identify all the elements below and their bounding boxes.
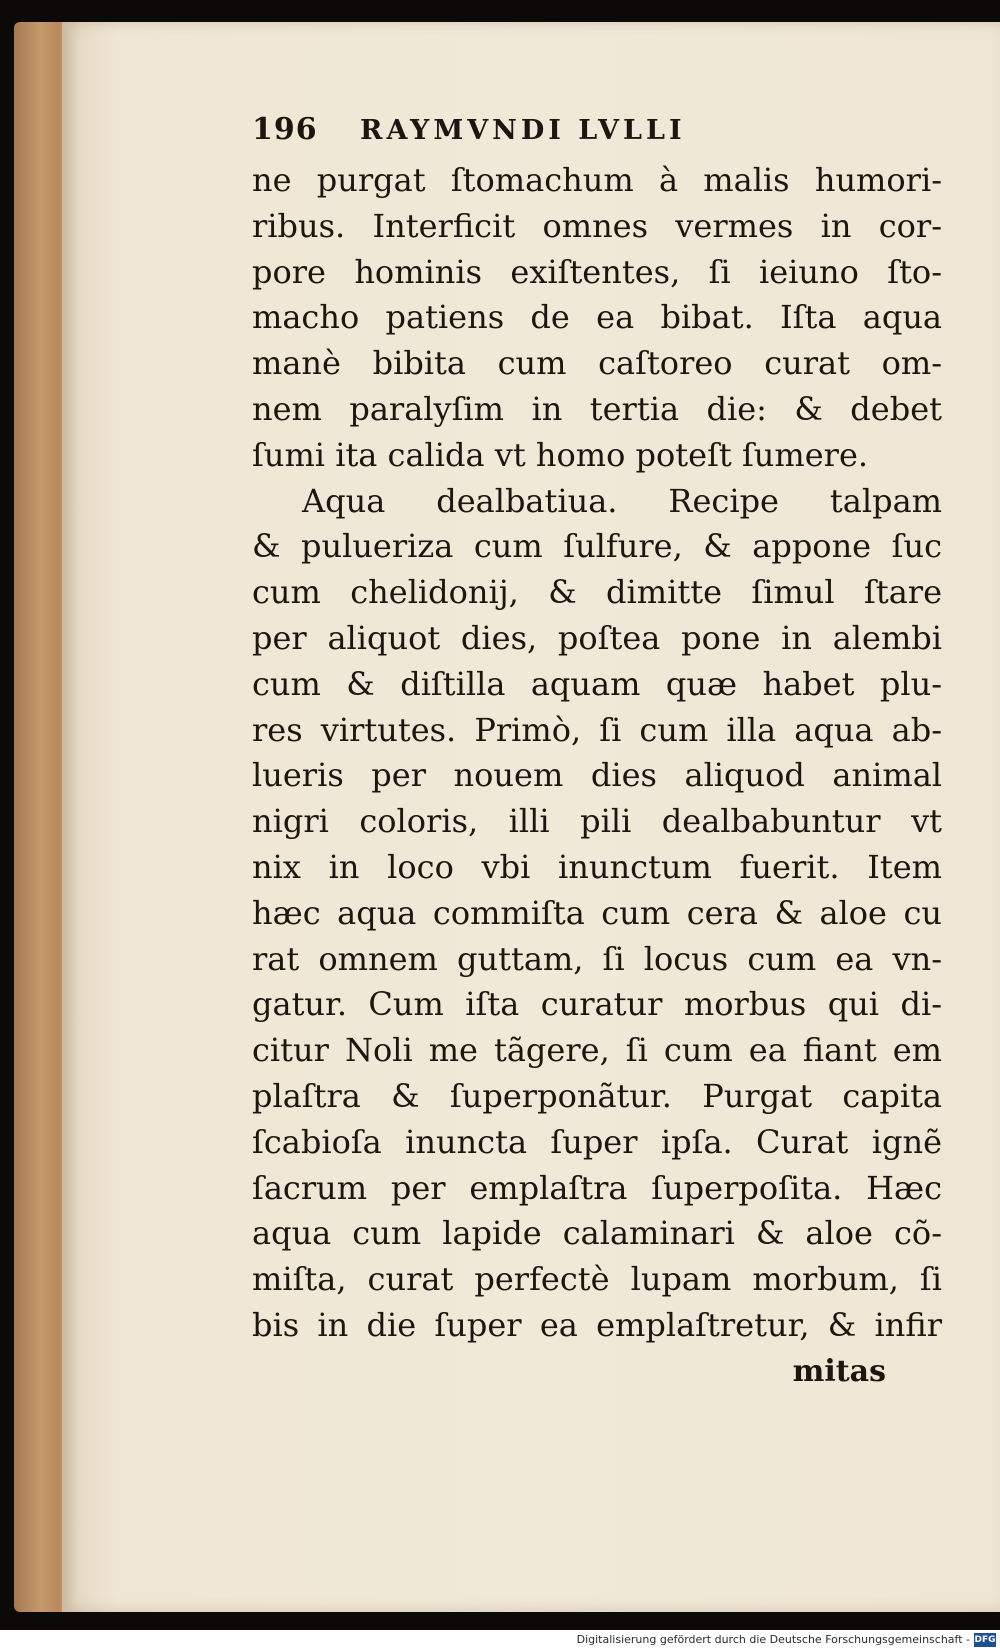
page-text-block xyxy=(252,112,942,1395)
text-line: ne purgat ſtomachum à malis humori- xyxy=(252,161,942,199)
text-line: citur Noli me tãgere, ſi cum ea fiant em xyxy=(252,1031,942,1070)
text-line: & pulueriza cum ſulfure, & appone ſuc xyxy=(252,527,942,566)
running-title: RAYMVNDI LVLLI xyxy=(360,115,686,146)
footer-credit-bar xyxy=(0,1630,1000,1652)
text-line: ſumi ita calida vt homo poteſt ſumere. xyxy=(252,435,869,474)
text-line: cum & diſtilla aquam quæ habet plu- xyxy=(252,664,942,703)
running-head xyxy=(252,112,942,158)
text-line: Aqua dealbatiua. Recipe talpam xyxy=(302,481,942,520)
text-line: pore hominis exiſtentes, ſi ieiuno ſto- xyxy=(252,252,942,291)
text-line: nix in loco vbi inunctum fuerit. Item xyxy=(252,847,942,886)
text-line: plaſtra & ſuperponãtur. Purgat capita xyxy=(252,1076,942,1115)
text-line: ſcabioſa inuncta ſuper ipſa. Curat ignẽ xyxy=(252,1122,942,1161)
text-line: lueris per nouem dies aliquod animal xyxy=(252,756,942,795)
page-number: 196 xyxy=(252,112,318,147)
text-line: ribus. Interficit omnes vermes in cor- xyxy=(252,206,942,245)
text-line: nigri coloris, illi pili dealbabuntur vt xyxy=(252,802,942,841)
text-line: nem paralyſim in tertia die: & debet xyxy=(252,389,942,428)
text-line: ſacrum per emplaſtra ſuperpoſita. Hæc xyxy=(252,1168,942,1207)
text-line: miſta, curat perfectè lupam morbum, ſi xyxy=(252,1260,942,1299)
text-line: hæc aqua commiſta cum cera & aloe cu xyxy=(252,893,942,932)
text-line: rat omnem guttam, ſi locus cum ea vn- xyxy=(252,939,942,978)
body-text xyxy=(252,158,942,1349)
text-line: macho patiens de ea bibat. Iſta aqua xyxy=(252,298,942,337)
dfg-logo: DFG xyxy=(974,1635,996,1645)
text-line: aqua cum lapide calaminari & aloe cõ- xyxy=(252,1214,942,1253)
text-line: manè bibita cum caſtoreo curat om- xyxy=(252,344,942,383)
text-line: bis in die ſuper ea emplaſtretur, & infir xyxy=(252,1305,942,1344)
text-line: res virtutes. Primò, ſi cum illa aqua ab- xyxy=(252,710,942,749)
funding-credit: Digitalisierung gefördert durch die Deutsche Forschungsgemeinschaft - xyxy=(576,1633,970,1646)
text-line: per aliquot dies, poſtea pone in alembi xyxy=(252,618,942,657)
catchword: mitas xyxy=(792,1353,886,1389)
text-line: gatur. Cum iſta curatur morbus qui di- xyxy=(252,985,942,1024)
text-line: cum chelidonij, & dimitte ſimul ſtare xyxy=(252,573,942,612)
